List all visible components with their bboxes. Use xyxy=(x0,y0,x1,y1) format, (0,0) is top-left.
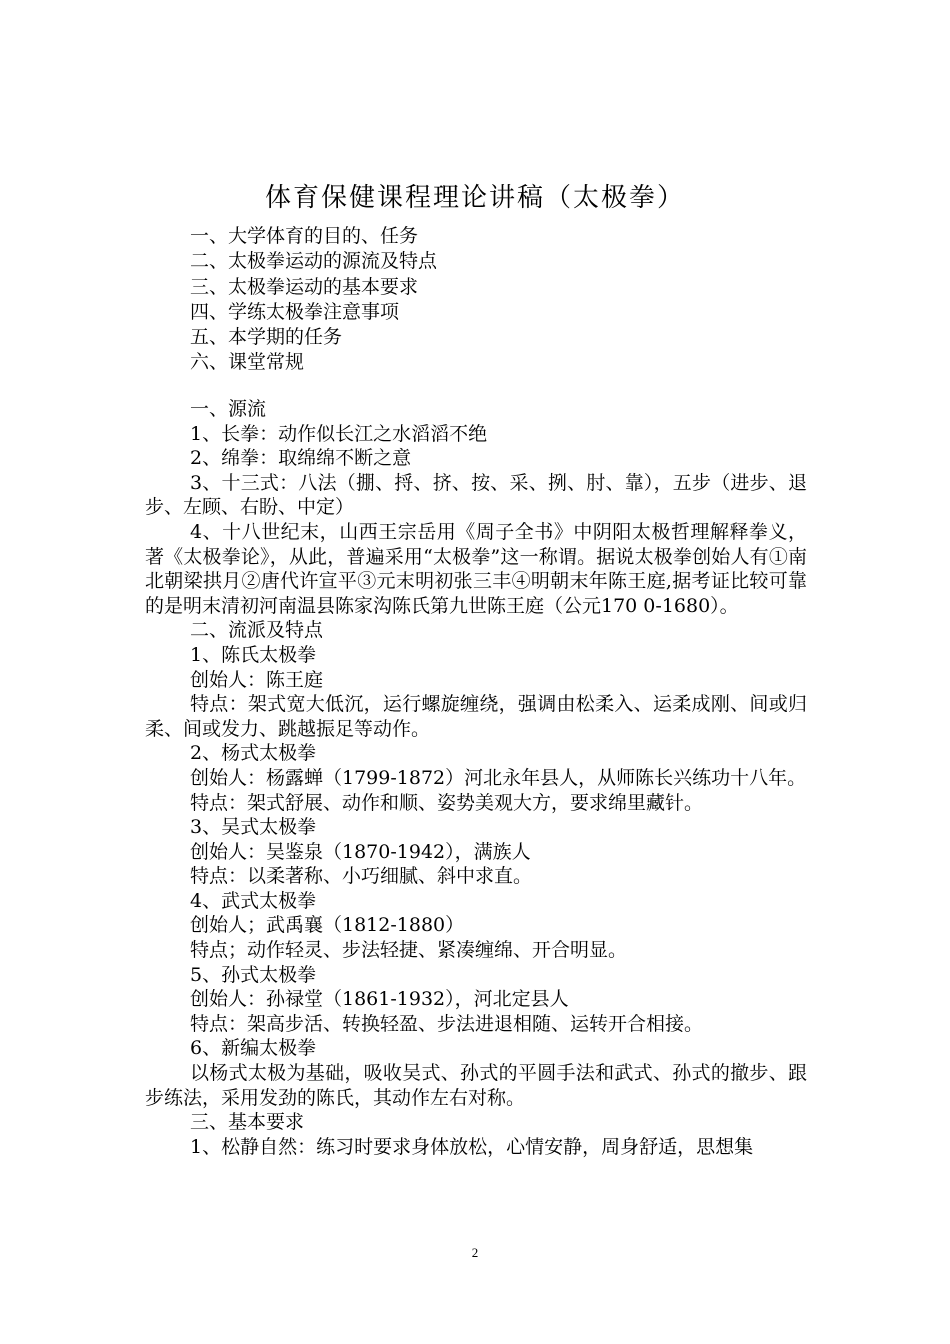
paragraph: 创始人：陈王庭 xyxy=(190,668,324,691)
paragraph: 创始人：孙禄堂（1861-1932），河北定县人 xyxy=(190,988,569,1011)
paragraph: 2、绵拳：取绵绵不断之意 xyxy=(190,447,412,470)
paragraph: 1、松静自然：练习时要求身体放松，心情安静，周身舒适，思想集 xyxy=(190,1135,754,1158)
paragraph: 1、长拳：动作似长江之水滔滔不绝 xyxy=(190,422,488,445)
paragraph: 6、新编太极拳 xyxy=(190,1037,317,1060)
document-title: 体育保健课程理论讲稿（太极拳） xyxy=(264,183,685,213)
paragraph: 2、杨式太极拳 xyxy=(190,742,317,765)
toc-item: 二、太极拳运动的源流及特点 xyxy=(190,250,438,273)
paragraph: 特点：以柔著称、小巧细腻、斜中求直。 xyxy=(190,865,533,888)
section-heading: 一、源流 xyxy=(190,398,267,420)
paragraph: 3、十三式：八法（掤、捋、挤、按、采、挒、肘、靠），五步（进步、退步、左顾、右盼、中定） xyxy=(145,471,807,519)
toc-item: 五、本学期的任务 xyxy=(190,326,343,349)
section-heading: 三、基本要求 xyxy=(190,1111,305,1134)
paragraph: 创始人：杨露蝉（1799-1872）河北永年县人，从师陈长兴练功十八年。 xyxy=(190,766,807,789)
document-body xyxy=(145,397,807,1159)
paragraph: 3、吴式太极拳 xyxy=(190,816,317,839)
paragraph: 特点；动作轻灵、步法轻捷、紧凑缠绵、开合明显。 xyxy=(190,939,628,962)
toc-item: 四、学练太极拳注意事项 xyxy=(190,300,400,323)
paragraph: 创始人；武禹襄（1812-1880） xyxy=(190,914,465,937)
paragraph: 以杨式太极为基础，吸收吴式、孙式的平圆手法和武式、孙式的撤步、跟步练法，采用发劲的陈氏，其动作左右对称。 xyxy=(145,1062,807,1109)
paragraph: 1、陈氏太极拳 xyxy=(190,643,317,666)
paragraph: 特点：架式宽大低沉，运行螺旋缠绕，强调由松柔入、运柔成刚、间或归柔、间或发力、跳越振足等动作。 xyxy=(145,693,807,740)
paragraph: 特点：架高步活、转换轻盈、步法进退相随、运转开合相接。 xyxy=(190,1012,704,1035)
paragraph: 5、孙式太极拳 xyxy=(190,963,317,986)
toc-item: 三、太极拳运动的基本要求 xyxy=(190,275,419,298)
paragraph: 4、武式太极拳 xyxy=(190,889,317,912)
paragraph: 创始人：吴鉴泉（1870-1942），满族人 xyxy=(190,840,531,863)
toc-item: 一、大学体育的目的、任务 xyxy=(190,225,419,247)
paragraph: 特点：架式舒展、动作和顺、姿势美观大方，要求绵里藏针。 xyxy=(190,791,704,814)
page-number: 2 xyxy=(471,1245,479,1260)
section-heading: 二、流派及特点 xyxy=(190,619,324,642)
table-of-contents xyxy=(190,224,830,376)
paragraph: 4、十八世纪末，山西王宗岳用《周子全书》中阴阳太极哲理解释拳义，著《太极拳论》，从此，普遍采用“太极拳”这一称谓。据说太极拳创始人有①南北朝梁拱月②唐代许宣平③元末明初张三丰④明朝末年陈王庭,据考证比较可靠的是明末清初河南温县陈家沟陈氏第九世陈王庭（公元170 0-1680）。 xyxy=(145,520,807,617)
toc-item: 六、课堂常规 xyxy=(190,351,305,374)
